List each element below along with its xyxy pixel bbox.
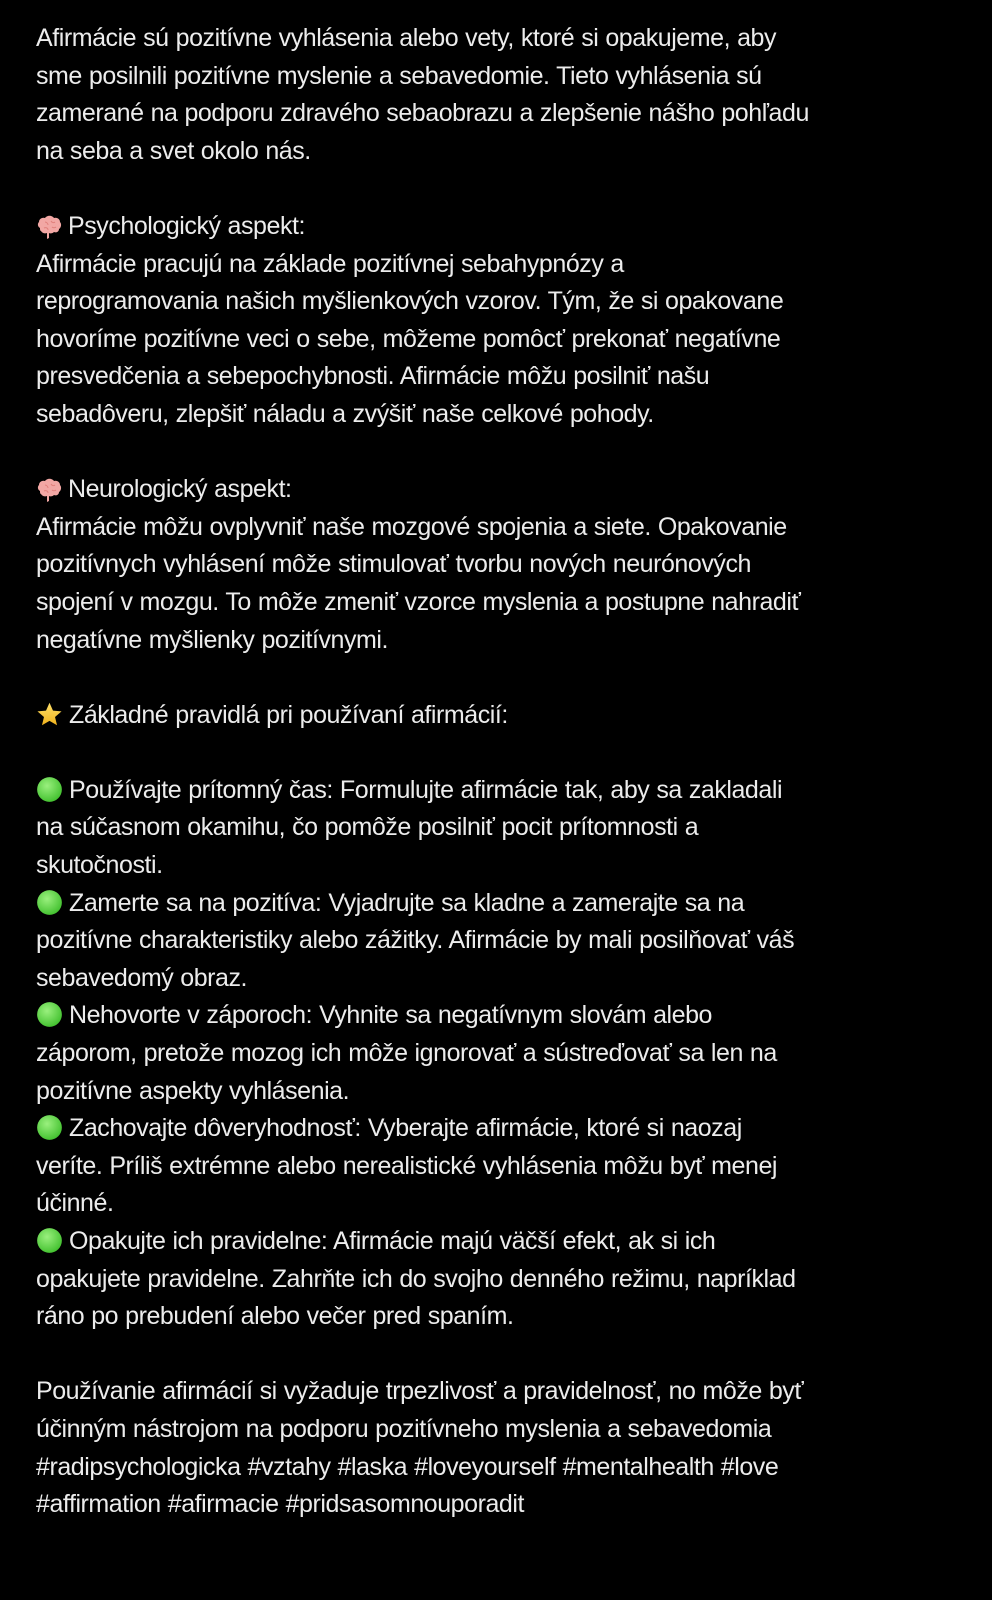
- intro-line: zamerané na podporu zdravého sebaobrazu a zlepšenie nášho pohľadu: [36, 99, 809, 128]
- hashtag-link[interactable]: #pridsasomnouporadit: [285, 1490, 524, 1519]
- rule-line: skutočnosti.: [36, 851, 163, 880]
- closing-line: Používanie afirmácií si vyžaduje trpezlivosť a pravidelnosť, no môže byť: [36, 1377, 804, 1406]
- rules-list: [36, 772, 966, 1336]
- rule-item: [36, 1223, 966, 1336]
- star-icon: [36, 701, 63, 728]
- spacer: [36, 1336, 966, 1374]
- paragraph-line: Afirmácie môžu ovplyvniť naše mozgové spojenia a siete. Opakovanie: [36, 512, 787, 541]
- hashtag-link[interactable]: #afirmacie: [167, 1490, 279, 1519]
- paragraph-line: pozitívnych vyhlásení môže stimulovať tvorbu nových neurónových: [36, 550, 751, 579]
- intro-line: sme posilnili pozitívne myslenie a sebavedomie. Tieto vyhlásenia sú: [36, 61, 762, 90]
- intro-line: na seba a svet okolo nás.: [36, 136, 311, 165]
- post-body: [36, 20, 966, 1524]
- rule-item: [36, 1110, 966, 1223]
- rule-line: opakujete pravidelne. Zahrňte ich do svojho denného režimu, napríklad: [36, 1264, 796, 1293]
- closing-paragraph: [36, 1373, 966, 1523]
- rule-first-line: [36, 885, 966, 923]
- rules-section: [36, 697, 966, 735]
- green-circle-icon: [36, 1227, 63, 1254]
- green-circle-icon: [36, 776, 63, 803]
- paragraph-line: negatívne myšlienky pozitívnymi.: [36, 625, 389, 654]
- green-circle-icon: [36, 889, 63, 916]
- rule-item: [36, 772, 966, 885]
- paragraph-line: hovoríme pozitívne veci o sebe, môžeme pomôcť prekonať negatívne: [36, 324, 781, 353]
- rule-text: Zamerte sa na pozitíva: Vyjadrujte sa kladne a zamerajte sa na: [69, 888, 745, 917]
- rule-line: veríte. Príliš extrémne alebo nerealistické vyhlásenia môžu byť menej: [36, 1151, 778, 1180]
- rule-line: záporom, pretože mozog ich môže ignorovať a sústreďovať sa len na: [36, 1039, 777, 1068]
- rule-line: sebavedomý obraz.: [36, 963, 248, 992]
- rule-item: [36, 997, 966, 1110]
- rule-item: [36, 885, 966, 998]
- hashtag-link[interactable]: #affirmation: [36, 1490, 161, 1519]
- rule-line: ráno po prebudení alebo večer pred spaním.: [36, 1302, 514, 1331]
- rule-first-line: [36, 1223, 966, 1261]
- section-heading: [36, 208, 966, 246]
- rule-text: Používajte prítomný čas: Formulujte afirmácie tak, aby sa zakladali: [69, 775, 783, 804]
- neurological-section: [36, 471, 966, 659]
- hashtag-line: [36, 1449, 966, 1487]
- brain-icon: [36, 478, 62, 502]
- rule-line: účinné.: [36, 1189, 114, 1218]
- intro-line: Afirmácie sú pozitívne vyhlásenia alebo vety, ktoré si opakujeme, aby: [36, 24, 777, 52]
- hashtag-link[interactable]: #laska: [337, 1452, 408, 1481]
- rules-heading: Základné pravidlá pri používaní afirmácií:: [69, 700, 508, 729]
- paragraph-line: presvedčenia a sebepochybnosti. Afirmácie môžu posilniť našu: [36, 362, 710, 391]
- brain-icon: [36, 215, 62, 239]
- rule-text: Nehovorte v záporoch: Vyhnite sa negatívnym slovám alebo: [69, 1001, 713, 1030]
- hashtag-link[interactable]: #vztahy: [247, 1452, 331, 1481]
- paragraph-line: Afirmácie pracujú na základe pozitívnej sebahypnózy a: [36, 249, 624, 278]
- spacer: [36, 170, 966, 208]
- rule-first-line: [36, 1110, 966, 1148]
- section-heading: [36, 471, 966, 509]
- green-circle-icon: [36, 1114, 63, 1141]
- green-circle-icon: [36, 1001, 63, 1028]
- rule-first-line: [36, 997, 966, 1035]
- closing-line: účinným nástrojom na podporu pozitívneho myslenia a sebavedomia: [36, 1414, 772, 1443]
- section-heading: [36, 697, 966, 735]
- hashtag-link[interactable]: #love: [720, 1452, 779, 1481]
- paragraph-line: reprogramovania našich myšlienkových vzorov. Tým, že si opakovane: [36, 287, 784, 316]
- neurological-heading: Neurologický aspekt:: [68, 475, 292, 504]
- rule-text: Opakujte ich pravidelne: Afirmácie majú väčší efekt, ak si ich: [69, 1227, 716, 1255]
- rule-line: na súčasnom okamihu, čo pomôže posilniť pocit prítomnosti a: [36, 813, 699, 842]
- psychological-heading: Psychologický aspekt:: [68, 211, 305, 240]
- paragraph-line: spojení v mozgu. To môže zmeniť vzorce myslenia a postupne nahradiť: [36, 587, 801, 616]
- hashtag-link[interactable]: #loveyourself: [414, 1452, 556, 1481]
- spacer: [36, 659, 966, 697]
- paragraph-line: sebadôveru, zlepšiť náladu a zvýšiť naše celkové pohody.: [36, 399, 654, 428]
- hashtag-line: [36, 1486, 966, 1524]
- hashtag-link[interactable]: #radipsychologicka: [36, 1452, 241, 1481]
- rule-line: pozitívne charakteristiky alebo zážitky. Afirmácie by mali posilňovať váš: [36, 926, 795, 955]
- rule-first-line: [36, 772, 966, 810]
- spacer: [36, 734, 966, 772]
- spacer: [36, 434, 966, 472]
- rule-text: Zachovajte dôveryhodnosť: Vyberajte afirmácie, ktoré si naozaj: [69, 1114, 742, 1143]
- rule-line: pozitívne aspekty vyhlásenia.: [36, 1076, 350, 1105]
- hashtag-link[interactable]: #mentalhealth: [562, 1452, 714, 1481]
- intro-paragraph: [36, 20, 966, 170]
- psychological-section: [36, 208, 966, 434]
